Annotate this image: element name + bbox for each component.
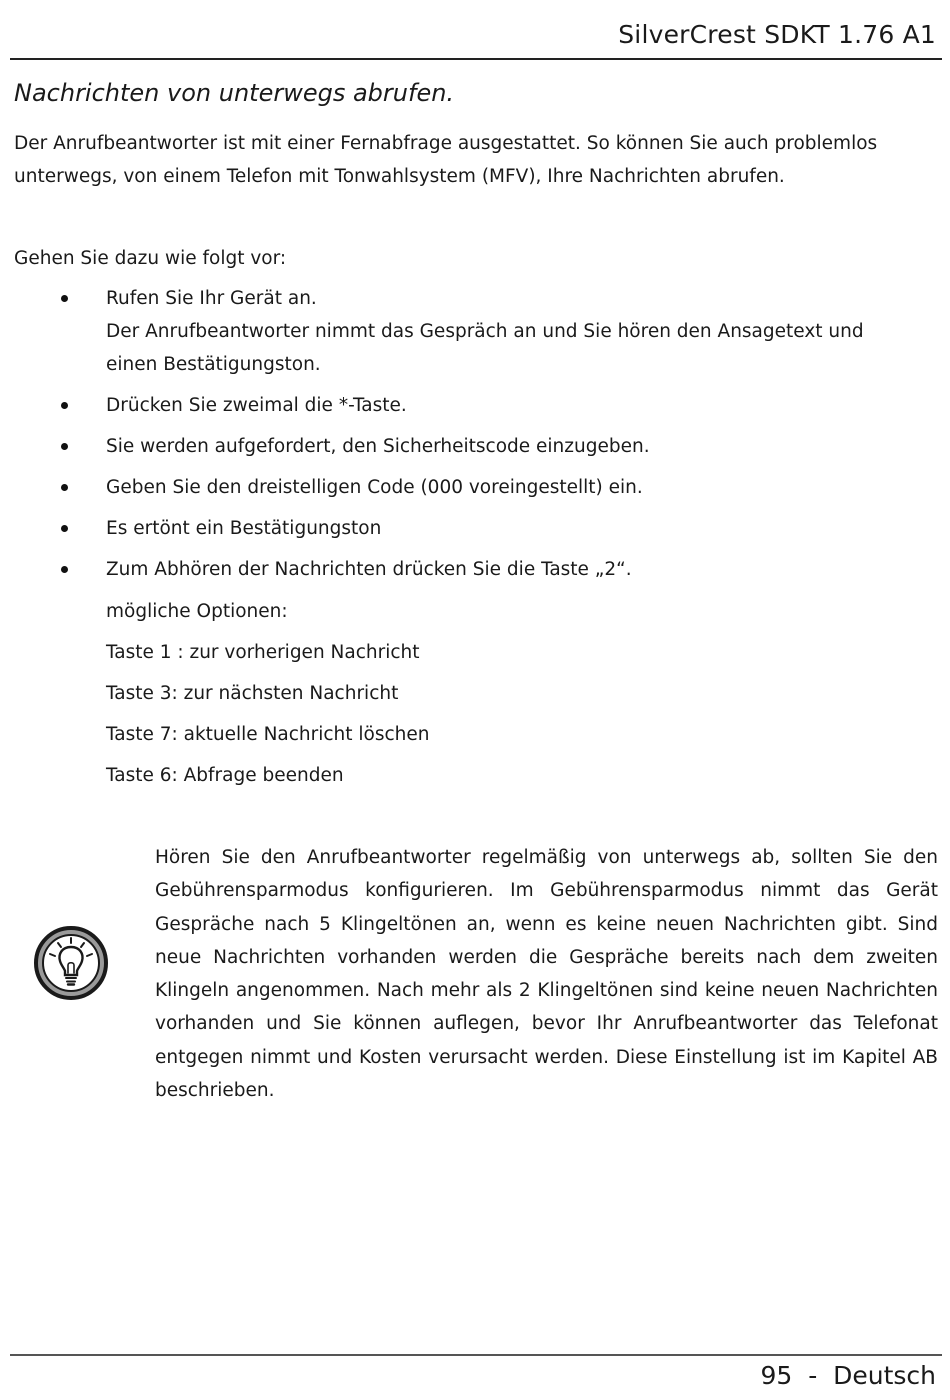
header-title: SilverCrest SDKT 1.76 A1 <box>618 20 936 49</box>
list-item <box>0 389 950 422</box>
list-item <box>0 512 950 545</box>
options-heading: mögliche Optionen: <box>106 601 288 622</box>
list-item <box>0 553 950 586</box>
footer-rule <box>10 1354 942 1356</box>
list-item <box>0 471 950 504</box>
intro-paragraph: Der Anrufbeantworter ist mit einer Fernabfrage ausgestattet. So können Sie auch problemlos unterwegs, von einem Telefon mit Tonwahlsystem (MFV), Ihre Nachrichten abrufen. <box>14 133 878 187</box>
step-text: Geben Sie den dreistelligen Code (000 voreingestellt) ein. <box>106 477 643 498</box>
steps-list <box>0 282 950 594</box>
options-list <box>106 595 430 800</box>
step-text: Rufen Sie Ihr Gerät an. <box>106 288 317 309</box>
section-heading: Nachrichten von unterwegs abrufen. <box>14 79 455 107</box>
step-text: Drücken Sie zweimal die *-Taste. <box>106 395 407 416</box>
option-item: Taste 3: zur nächsten Nachricht <box>106 683 399 704</box>
list-item <box>0 282 950 381</box>
header-rule <box>10 58 942 60</box>
step-text: Zum Abhören der Nachrichten drücken Sie die Taste „2“. <box>106 559 632 580</box>
lightbulb-icon <box>33 925 109 1001</box>
step-text: Es ertönt ein Bestätigungston <box>106 518 382 539</box>
step-text: Sie werden aufgefordert, den Sicherheitscode einzugeben. <box>106 436 650 457</box>
option-item: Taste 7: aktuelle Nachricht löschen <box>106 724 430 745</box>
option-item: Taste 1 : zur vorherigen Nachricht <box>106 642 420 663</box>
list-item <box>0 430 950 463</box>
page-number-footer: 95 - Deutsch <box>760 1361 936 1390</box>
instructions-lead: Gehen Sie dazu wie folgt vor: <box>14 248 287 269</box>
tip-paragraph: Hören Sie den Anrufbeantworter regelmäßig von unterwegs ab, sollten Sie den Gebührensparmodus konfigurieren. Im Gebührensparmodus nimmt das Gerät Gespräche nach 5 Klingeltönen an, wenn es keine neuen Nachrichten gibt. Sind neue Nachrichten vorhanden werden die Gespräche bereits nach dem zweiten Klingeln angenommen. Nach mehr als 2 Klingeltönen sind keine neuen Nachrichten vorhanden und Sie können auflegen, bevor Ihr Anrufbeantworter das Telefonat entgegen nimmt und Kosten verursacht werden. Diese Einstellung ist im Kapitel AB beschrieben. <box>155 847 938 1102</box>
option-item: Taste 6: Abfrage beenden <box>106 765 344 786</box>
step-note: Der Anrufbeantworter nimmt das Gespräch an und Sie hören den Ansagetext und einen Bestätigungston. <box>106 321 864 375</box>
